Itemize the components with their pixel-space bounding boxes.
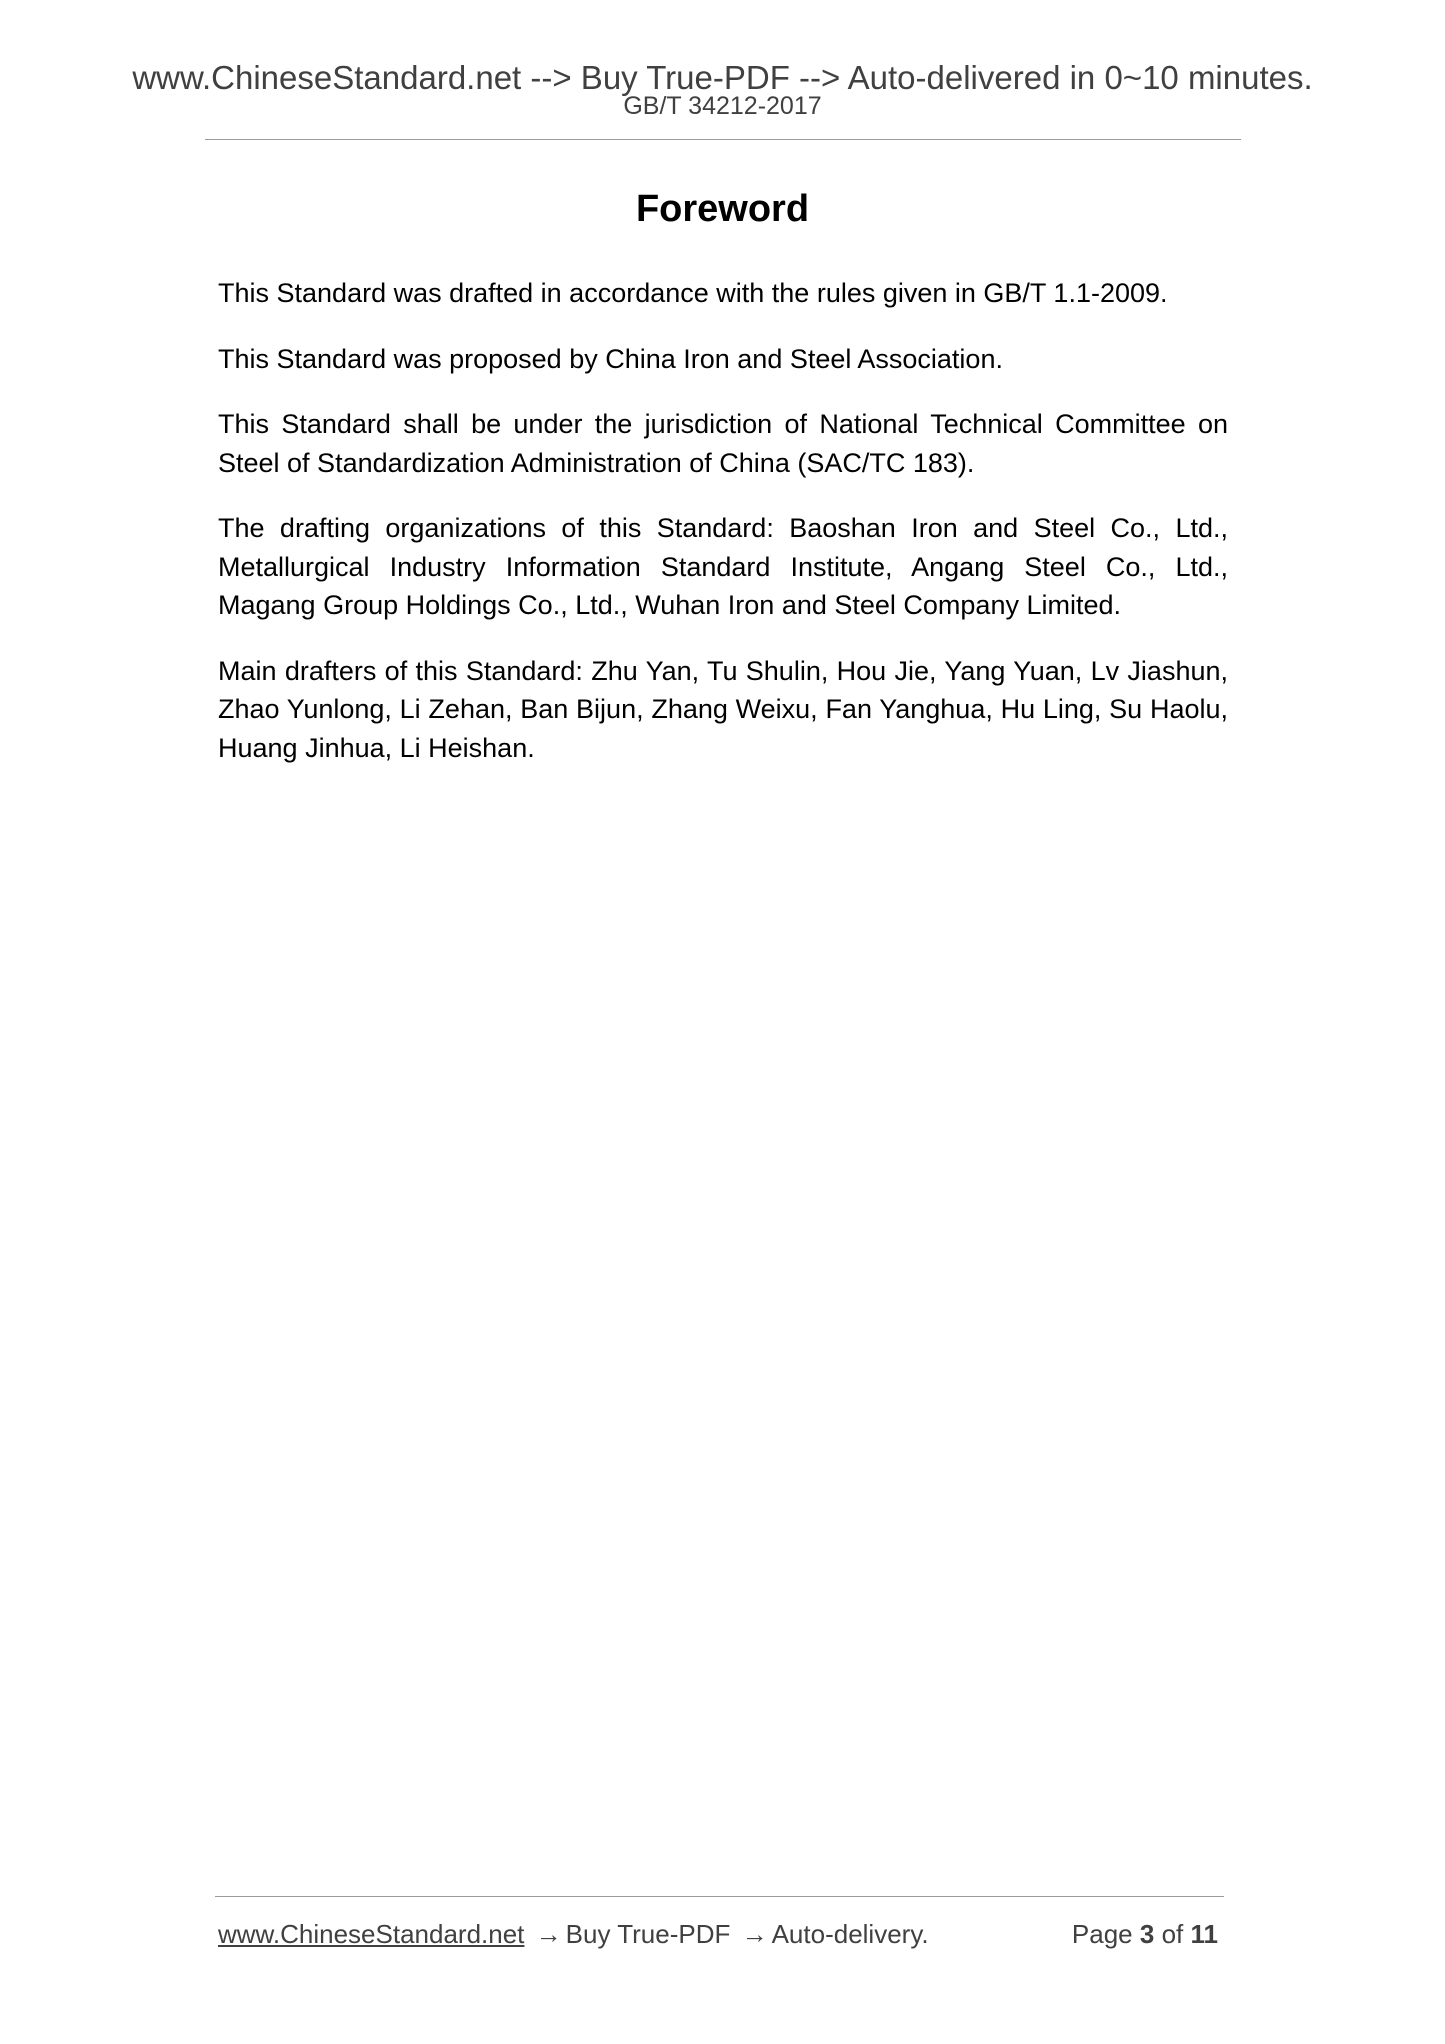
paragraph-main-drafters: Main drafters of this Standard: Zhu Yan, Tu Shulin, Hou Jie, Yang Yuan, Lv Jiashun, Zhao Yunlong, Li Zehan, Ban Bijun, Zhang Weixu, Fan Yanghua, Hu Ling, Su Haolu, Huang Jinhua, Li Heishan.	[218, 655, 1228, 763]
paragraph-proposer: This Standard was proposed by China Iron and Steel Association.	[218, 343, 1003, 374]
page-number	[1072, 1914, 1218, 1954]
auto-delivery-text: Auto-delivery.	[771, 1919, 929, 1949]
arrow-right-icon: →	[535, 1919, 562, 1949]
total-pages-number: 11	[1190, 1919, 1218, 1949]
footer-divider	[215, 1896, 1224, 1897]
chinese-standard-link[interactable]: www.ChineseStandard.net	[218, 1919, 525, 1949]
paragraph-drafting-organizations: The drafting organizations of this Standard: Baoshan Iron and Steel Co., Ltd., Metallurgical Industry Information Standard Institute, Angang Steel Co., Ltd., Magang Group Holdings Co., Ltd., Wuhan Iron and Steel Company Limited.	[218, 513, 1228, 620]
of-label: of	[1161, 1919, 1184, 1949]
arrow-right-icon: →	[741, 1919, 768, 1949]
standard-code: GB/T 34212-2017	[623, 92, 822, 120]
page-title: Foreword	[635, 188, 810, 230]
page-label: Page	[1071, 1919, 1133, 1949]
buy-true-pdf-text: Buy True-PDF	[565, 1919, 731, 1949]
footer-promo	[218, 1914, 929, 1954]
paragraph-jurisdiction: This Standard shall be under the jurisdiction of National Technical Committee on Steel of Standardization Administration of China (SAC/TC 183).	[218, 409, 1228, 478]
paragraph-drafting-rules: This Standard was drafted in accordance with the rules given in GB/T 1.1-2009.	[218, 278, 1168, 308]
foreword-body	[218, 274, 1228, 794]
page-footer	[218, 1914, 1218, 1954]
header-banner: www.ChineseStandard.net --> Buy True-PDF --> Auto-delivered in 0~10 minutes.	[132, 59, 1313, 96]
current-page-number: 3	[1139, 1919, 1155, 1949]
header-divider	[205, 139, 1241, 140]
